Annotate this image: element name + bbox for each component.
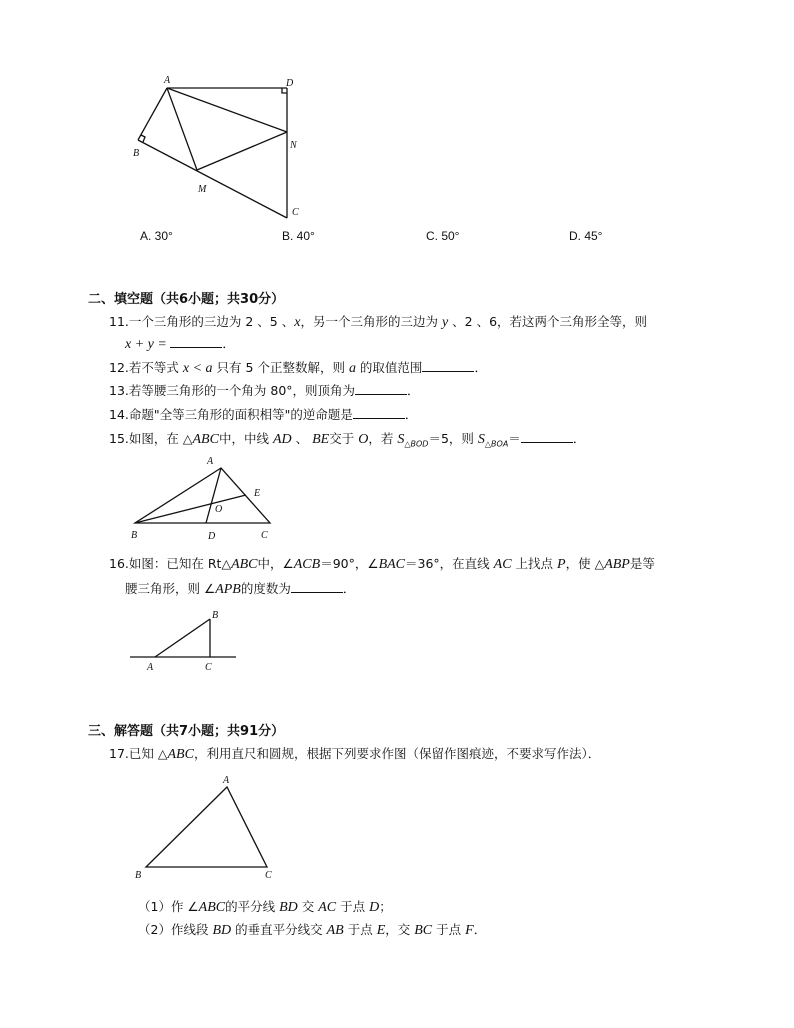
section-heading-solutions: 三、解答题（共7小题；共91分） [88,724,285,739]
q14-answer-blank[interactable] [353,406,405,419]
label-b: B [212,610,219,621]
segment-ab [138,88,167,140]
q12-answer-blank[interactable] [422,359,474,372]
label-c: C [265,870,272,881]
option-c: C. 50° [426,229,460,243]
section-heading-fill-in: 二、填空题（共6小题；共30分） [88,292,285,307]
label-a: A [223,775,230,786]
question-16: 16.如图：已知在 Rt△ABC中，∠ACB＝90°，∠BAC＝36°，在直线 AC 上找点 P，使 △ABP是等 [109,556,655,572]
figure-q16-svg [128,605,240,675]
question-16-line2: 腰三角形，则 ∠APB的度数为 ． [125,581,356,597]
question-11-line2: x + y = ． [125,336,235,352]
figure-q16 [128,605,240,675]
label-b: B [135,870,142,881]
label-a: A [207,456,214,467]
label-n: N [290,140,297,151]
option-b: B. 40° [282,229,315,243]
question-17-part-1: （1）作 ∠ABC的平分线 BD 交 AC 于点 D； [138,899,392,915]
q16-answer-blank[interactable] [291,580,343,593]
question-13: 13.若等腰三角形的一个角为 80°，则顶角为 ． [109,383,420,398]
figure-q10-svg [125,72,315,222]
question-17-part-2: （2）作线段 BD 的垂直平分线交 AB 于点 E，交 BC 于点 F． [138,922,487,938]
label-d: D [208,531,216,542]
median-be [135,495,246,523]
label-a: A [164,75,171,86]
label-c: C [205,662,212,673]
right-angle-b [141,135,145,142]
figure-q17 [132,770,282,882]
triangle-abc [135,468,270,523]
label-m: M [198,184,207,195]
q11-number: 11. [109,314,129,329]
segment-bc [138,140,287,218]
question-14: 14.命题"全等三角形的面积相等"的逆命题是 ． [109,407,418,422]
q11-answer-blank[interactable] [170,335,222,348]
label-o: O [215,504,223,515]
label-c: C [292,207,299,218]
figure-q15-svg [128,452,278,544]
figure-q10 [125,72,315,222]
question-12: 12.若不等式 x < a 只有 5 个正整数解，则 a 的取值范围 ． [109,360,487,376]
label-a: A [147,662,154,673]
question-15: 15.如图，在 △ABC中，中线 AD 、 BE交于 O，若 $S_{\triangle BOD}=5$，则 $S_{\triangle BOA}=$ ． [109,431,586,449]
segment-ab [155,619,210,657]
segment-mn [197,132,287,170]
triangle-abc [146,787,267,867]
option-a: A. 30° [140,229,173,243]
label-e: E [254,488,261,499]
q15-answer-blank[interactable] [521,430,573,443]
figure-q17-svg [132,770,282,882]
label-c: C [261,530,268,541]
segment-an [167,88,287,132]
question-17: 17.已知 △ABC，利用直尺和圆规，根据下列要求作图（保留作图痕迹，不要求写作法）． [109,746,601,762]
figure-q15 [128,452,278,544]
label-b: B [133,148,140,159]
label-b: B [131,530,138,541]
option-d: D. 45° [569,229,603,243]
label-d: D [286,78,294,89]
q13-answer-blank[interactable] [355,382,407,395]
question-11: 11.一个三角形的三边为 2 、5 、x，另一个三角形的三边为 y 、2 、6，若这两个三角形全等，则 [109,314,648,330]
